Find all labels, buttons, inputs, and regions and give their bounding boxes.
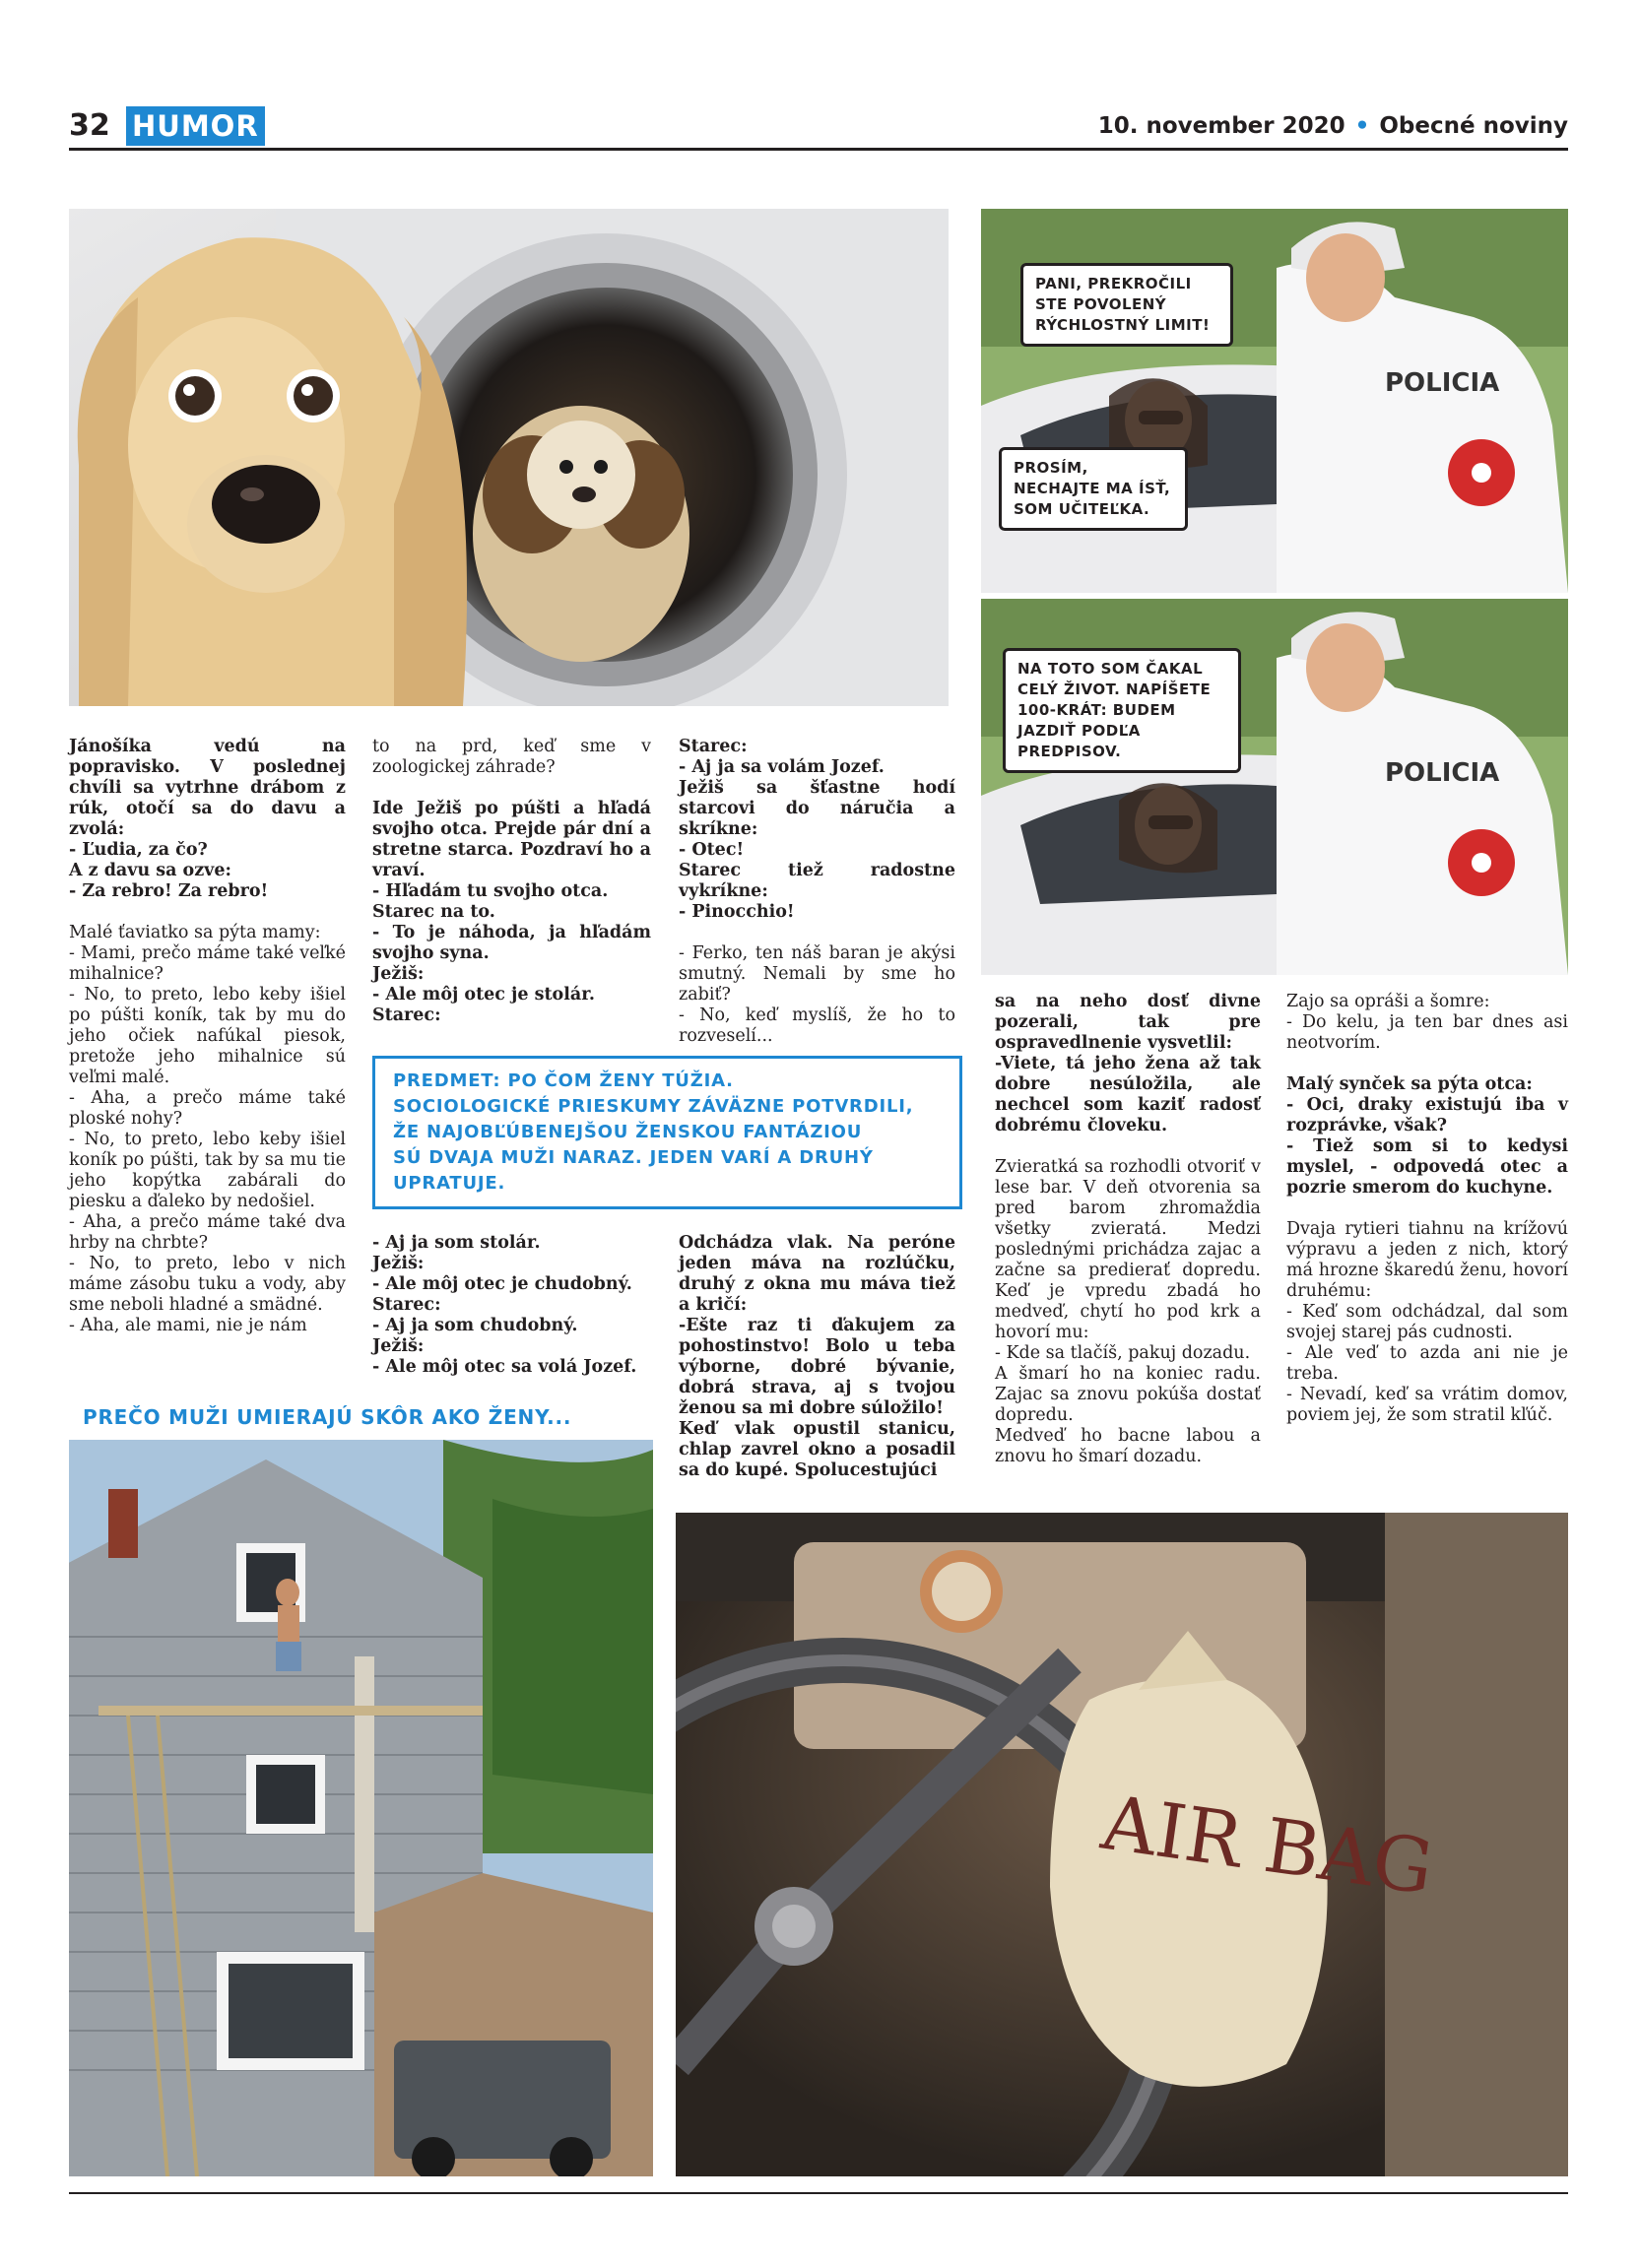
joke-line: - Mami, prečo máme také veľké mihalnice? <box>69 943 346 984</box>
joke-line: - Oci, draky existujú iba v rozprávke, však? <box>1286 1095 1568 1135</box>
text-column-4 <box>995 992 1261 1467</box>
page-number: 32 <box>69 108 110 143</box>
joke-ram: - Ferko, ten náš baran je akýsi smutný. Nemali by sme ho zabiť? <box>679 943 955 1004</box>
joke-line: - Ale môj otec je chudobný. <box>372 1274 632 1294</box>
joke-line: - Ale veď to azda ani nie je treba. <box>1286 1343 1568 1384</box>
joke-line: -Viete, tá jeho žena až tak dobre nesúložila, ale nechcel som kaziť radosť dobrému človeku. <box>995 1054 1261 1135</box>
joke-line: - Aj ja som chudobný. <box>372 1316 578 1335</box>
joke-line: Ježiš sa šťastne hodí starcovi do náručia a skríkne: <box>679 778 955 839</box>
house-ladder-photo <box>69 1440 653 2176</box>
joke-line: - Aha, ale mami, nie je nám <box>69 1316 307 1335</box>
joke-line: A z davu sa ozve: <box>69 861 231 880</box>
notice-line: UPRATUJE. <box>393 1173 506 1194</box>
joke-line: - Kde sa tlačíš, pakuj dozadu. <box>995 1343 1251 1363</box>
officer-line-2: NA TOTO SOM ČAKAL CELÝ ŽIVOT. NAPÍŠETE 100-KRÁT: BUDEM JAZDIŤ PODĽA PREDPISOV. <box>1017 660 1212 760</box>
speech-bubble-driver <box>999 447 1188 531</box>
joke-train-intro: Odchádza vlak. Na peróne jeden máva na rozlúčku, druhý z okna mu máva tiež a kričí: <box>679 1233 955 1315</box>
airbag-label: AIR BAG <box>1096 1778 1439 1912</box>
joke-line: - Otec! <box>679 840 745 860</box>
joke-line: Ježiš: <box>372 1254 425 1273</box>
joke-dragon-intro: Malý synček sa pýta otca: <box>1286 1074 1533 1094</box>
joke-line: Medveď ho bacne labou a znovu ho šmarí dozadu. <box>995 1426 1261 1466</box>
text-column-1 <box>69 737 346 1336</box>
notice-line: PREDMET: PO ČOM ŽENY TÚŽIA. <box>393 1070 734 1091</box>
joke-line: Zajo sa opráši a šomre: <box>1286 992 1490 1011</box>
speech-bubble-officer-2 <box>1003 648 1241 773</box>
police-comic-panel-2 <box>981 599 1568 975</box>
text-column-2-top <box>372 737 651 1026</box>
wishes-notice-box <box>372 1056 962 1209</box>
dateline <box>1098 106 1568 146</box>
joke-line: - Aj ja sa volám Jozef. <box>679 757 885 777</box>
footer-rule <box>69 2192 1568 2194</box>
publication-name: Obecné noviny <box>1379 113 1568 139</box>
officer-line-1: PANI, PREKROČILI STE POVOLENÝ RÝCHLOSTNÝ LIMIT! <box>1035 275 1211 334</box>
page-header <box>69 106 1568 146</box>
notice-line: SOCIOLOGICKÉ PRIESKUMY ZÁVÄZNE POTVRDILI, <box>393 1096 914 1117</box>
joke-line: - No, to preto, lebo keby išiel po púšti koník, tak by mu do jeho očiek nafúkal piesok, pretože jeho mihalnice sú veľmi malé. <box>69 985 346 1087</box>
joke-camel-intro: Malé ťaviatko sa pýta mamy: <box>69 923 321 942</box>
joke-knights-intro: Dvaja rytieri tiahnu na krížovú výpravu a jeden z nich, ktorý má hrozne škaredú ženu, hovorí druhému: <box>1286 1219 1568 1301</box>
joke-line: - No, keď myslíš, že ho to rozveselí... <box>679 1005 955 1046</box>
joke-janosik-intro: Jánošíka vedú na popravisko. V poslednej chvíli sa vytrhne drábom z rúk, otočí sa do davu a zvolá: <box>69 737 346 839</box>
section-label: HUMOR <box>126 106 265 146</box>
joke-line: Starec: <box>679 737 748 756</box>
joke-line: - Aj ja som stolár. <box>372 1233 541 1253</box>
joke-line: - Aha, a prečo máme také ploské nohy? <box>69 1088 346 1129</box>
notice-line: SÚ DVAJA MUŽI NARAZ. JEDEN VARÍ A DRUHÝ <box>393 1147 874 1168</box>
joke-line: - Ale môj otec je stolár. <box>372 985 595 1004</box>
speech-bubble-officer-1 <box>1020 263 1233 347</box>
house-photo-caption: PREČO MUŽI UMIERAJÚ SKÔR AKO ŽENY... <box>83 1405 572 1429</box>
joke-line: sa na neho dosť divne pozerali, tak pre ospravedlnenie vysvetlil: <box>995 992 1261 1053</box>
joke-line: Ježiš: <box>372 1336 425 1356</box>
joke-line: to na prd, keď sme v zoologickej záhrade? <box>372 737 651 777</box>
joke-line: A šmarí ho na koniec radu. Zajac sa znovu pokúša dostať dopredu. <box>995 1364 1261 1425</box>
joke-line: - Ľudia, za čo? <box>69 840 208 860</box>
joke-line: - Pinocchio! <box>679 902 795 922</box>
joke-line: - Za rebro! Za rebro! <box>69 881 269 901</box>
joke-line: - Do kelu, ja ten bar dnes asi neotvorím. <box>1286 1012 1568 1053</box>
joke-line: - Keď som odchádzal, dal som svojej starej pás cudnosti. <box>1286 1302 1568 1342</box>
joke-line: - No, to preto, lebo keby išiel koník po púšti, tak by sa mu tie jeho kopýtka zabárali do piesku a ďaleko by nedošiel. <box>69 1130 346 1211</box>
text-column-2-bottom <box>372 1233 651 1378</box>
header-rule <box>69 148 1568 151</box>
joke-line: Ježiš: <box>372 964 425 984</box>
dog-washing-machine-photo <box>69 209 949 706</box>
joke-line: - Ale môj otec sa volá Jozef. <box>372 1357 637 1377</box>
joke-line: Starec: <box>372 1005 441 1025</box>
issue-date: 10. november 2020 <box>1097 113 1345 139</box>
joke-line: - Hľadám tu svojho otca. <box>372 881 609 901</box>
joke-line: Starec: <box>372 1295 441 1315</box>
joke-line: Starec tiež radostne vykríkne: <box>679 861 955 901</box>
police-comic-panel-1 <box>981 209 1568 593</box>
joke-line: - No, to preto, lebo v nich máme zásobu tuku a vody, aby sme neboli hladné a smädné. <box>69 1254 346 1315</box>
joke-line: - Aha, a prečo máme také dva hrby na chrbte? <box>69 1212 346 1253</box>
separator-dot: • <box>1354 113 1370 139</box>
text-column-3-top <box>679 737 955 1047</box>
airbag-car-photo <box>676 1513 1568 2176</box>
joke-line: - To je náhoda, ja hľadám svojho syna. <box>372 923 651 963</box>
text-column-3-bottom <box>679 1233 955 1481</box>
police-badge-text-2: POLICIA <box>1385 758 1500 788</box>
joke-line: Starec na to. <box>372 902 495 922</box>
joke-line: - Tiež som si to kedysi myslel, - odpovedá otec a pozrie smerom do kuchyne. <box>1286 1136 1568 1198</box>
notice-line: ŽE NAJOBĽÚBENEJŠOU ŽENSKOU FANTÁZIOU <box>393 1122 863 1142</box>
joke-jesus-intro: Ide Ježiš po púšti a hľadá svojho otca. Prejde pár dní a stretne starca. Pozdraví ho a vraví. <box>372 799 651 880</box>
police-badge-text-1: POLICIA <box>1385 368 1500 398</box>
joke-line: - Nevadí, keď sa vrátim domov, poviem jej, že som stratil kľúč. <box>1286 1385 1568 1425</box>
joke-line: -Ešte raz ti ďakujem za pohostinstvo! Bolo u teba výborne, dobré bývanie, dobrá strava, aj s tvojou ženou sa mi dobre súložilo! <box>679 1316 955 1418</box>
joke-bar-intro: Zvieratká sa rozhodli otvoriť v lese bar. V deň otvorenia sa pred barom zhromaždia všetky zvieratá. Medzi poslednými prichádza zajac a začne sa predierať dopredu. Keď je vpredu zbadá ho medveď, chytí ho pod krk a hovorí mu: <box>995 1157 1261 1342</box>
text-column-5 <box>1286 992 1568 1426</box>
joke-line: Keď vlak opustil stanicu, chlap zavrel okno a posadil sa do kupé. Spolucestujúci <box>679 1419 955 1480</box>
driver-line: PROSÍM, NECHAJTE MA ÍSŤ, SOM UČITEĽKA. <box>1014 459 1171 518</box>
